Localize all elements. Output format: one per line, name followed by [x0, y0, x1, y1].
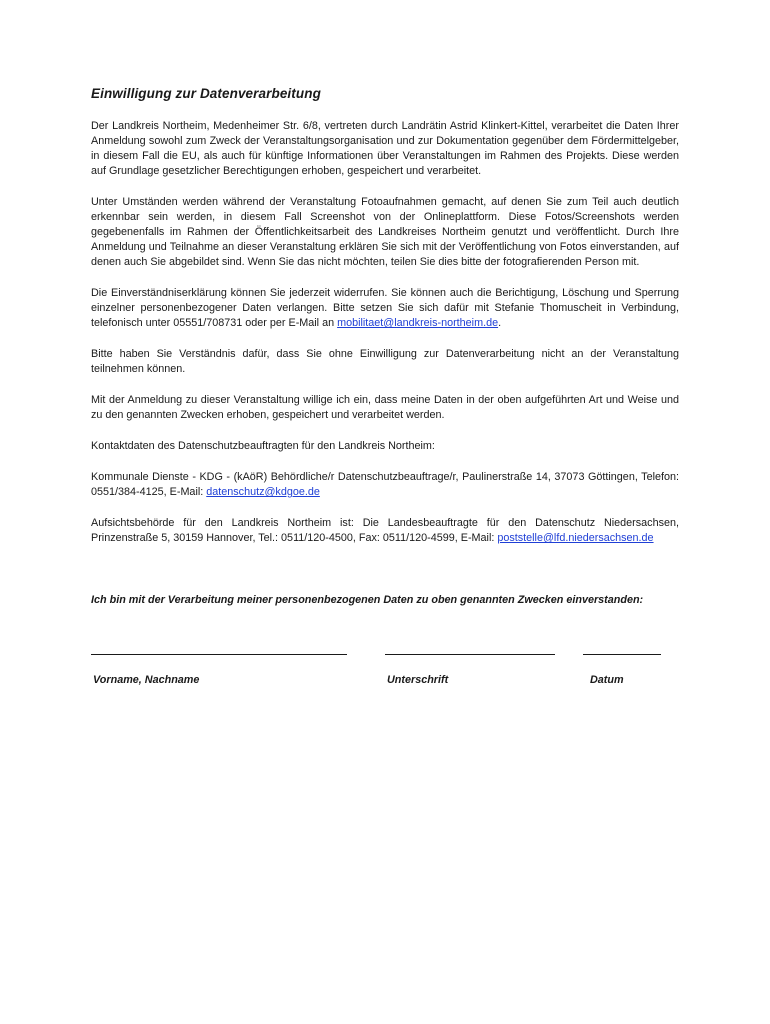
dpo-contact-text: Kommunale Dienste - KDG - (kAöR) Behördliche/r Datenschutzbeauftrage/r, Paulinerstraße 14, 37073 Göttingen, Telefon: 0551/384-4125, E-Mail: — [91, 471, 679, 498]
paragraph-supervisory-authority — [91, 516, 679, 546]
paragraph-revocation — [91, 286, 679, 331]
name-label: Vorname, Nachname — [93, 674, 200, 686]
paragraph-contact-heading: Kontaktdaten des Datenschutzbeauftragten für den Landkreis Northeim: — [91, 440, 435, 452]
supervisory-authority-text: Aufsichtsbehörde für den Landkreis Northeim ist: Die Landesbeauftragte für den Datenschutz Niedersachsen, Prinzenstraße 5, 30159 Hannover, Tel.: 0511/120-4500, Fax: 0511/120-4599, E-Mail: — [91, 517, 679, 544]
paragraph-revocation-end: . — [498, 317, 502, 329]
paragraph-dpo-contact — [91, 470, 679, 500]
paragraph-agreement: Mit der Anmeldung zu dieser Veranstaltung willige ich ein, dass meine Daten in der oben aufgeführten Art und Weise und zu den genannten Zwecken erhoben, gespeichert und verarbeitet werden. — [91, 394, 679, 421]
paragraph-photos: Unter Umständen werden während der Veranstaltung Fotoaufnahmen gemacht, auf denen Sie zum Teil auch deutlich erkennbar sein werden, in diesem Fall Screenshot von der Onlineplattform. Diese Fotos/Screenshots werden gegebenenfalls im Rahmen der Öffentlichkeitsarbeit des Landkreises Northeim genutzt und veröffentlicht. Durch Ihre Anmeldung und Teilnahme an dieser Veranstaltung erklären Sie sich mit der Veröffentlichung von Fotos einverstanden, auf denen auch Sie abgebildet sind. Wenn Sie das nicht möchten, teilen Sie dies bitte der fotografierenden Person mit. — [91, 196, 679, 268]
signature-row — [91, 642, 679, 722]
poststelle-email-link[interactable]: poststelle@lfd.niedersachsen.de — [497, 532, 654, 544]
mobilitaet-email-link[interactable]: mobilitaet@landkreis-northeim.de — [337, 317, 499, 329]
signature-label: Unterschrift — [387, 674, 449, 686]
signature-line[interactable] — [385, 642, 555, 655]
paragraph-data-processing: Der Landkreis Northeim, Medenheimer Str. 6/8, vertreten durch Landrätin Astrid Klinkert-Kittel, verarbeitet die Daten Ihrer Anmeldung sowohl zum Zweck der Veranstaltungsorganisation und zur Dokumentation gegenüber dem Fördermittelgeber, in diesem Fall die EU, als auch für künftige Informationen über Veranstaltungen im Rahmen des Projekts. Diese werden auf Grundlage gesetzlicher Berechtigungen erhoben, gespeichert und verarbeitet. — [91, 120, 679, 177]
datenschutz-email-link[interactable]: datenschutz@kdgoe.de — [206, 486, 320, 498]
paragraph-understanding: Bitte haben Sie Verständnis dafür, dass Sie ohne Einwilligung zur Datenverarbeitung nicht an der Veranstaltung teilnehmen können. — [91, 348, 679, 375]
consent-document — [91, 86, 679, 722]
paragraph-revocation-text: Die Einverständniserklärung können Sie jederzeit widerrufen. Sie können auch die Berichtigung, Löschung und Sperrung einzelner personenbezogener Daten verlangen. Bitte setzen Sie sich dafür mit Stefanie Thomuscheit in Verbindung, telefonisch unter 05551/708731 oder per E-Mail an — [91, 287, 679, 329]
date-label: Datum — [590, 674, 624, 686]
consent-statement: Ich bin mit der Verarbeitung meiner personenbezogenen Daten zu oben genannten Zwecken einverstanden: — [91, 594, 644, 606]
document-title: Einwilligung zur Datenverarbeitung — [91, 86, 321, 101]
name-signature-line[interactable] — [91, 642, 347, 655]
date-signature-line[interactable] — [583, 642, 661, 655]
